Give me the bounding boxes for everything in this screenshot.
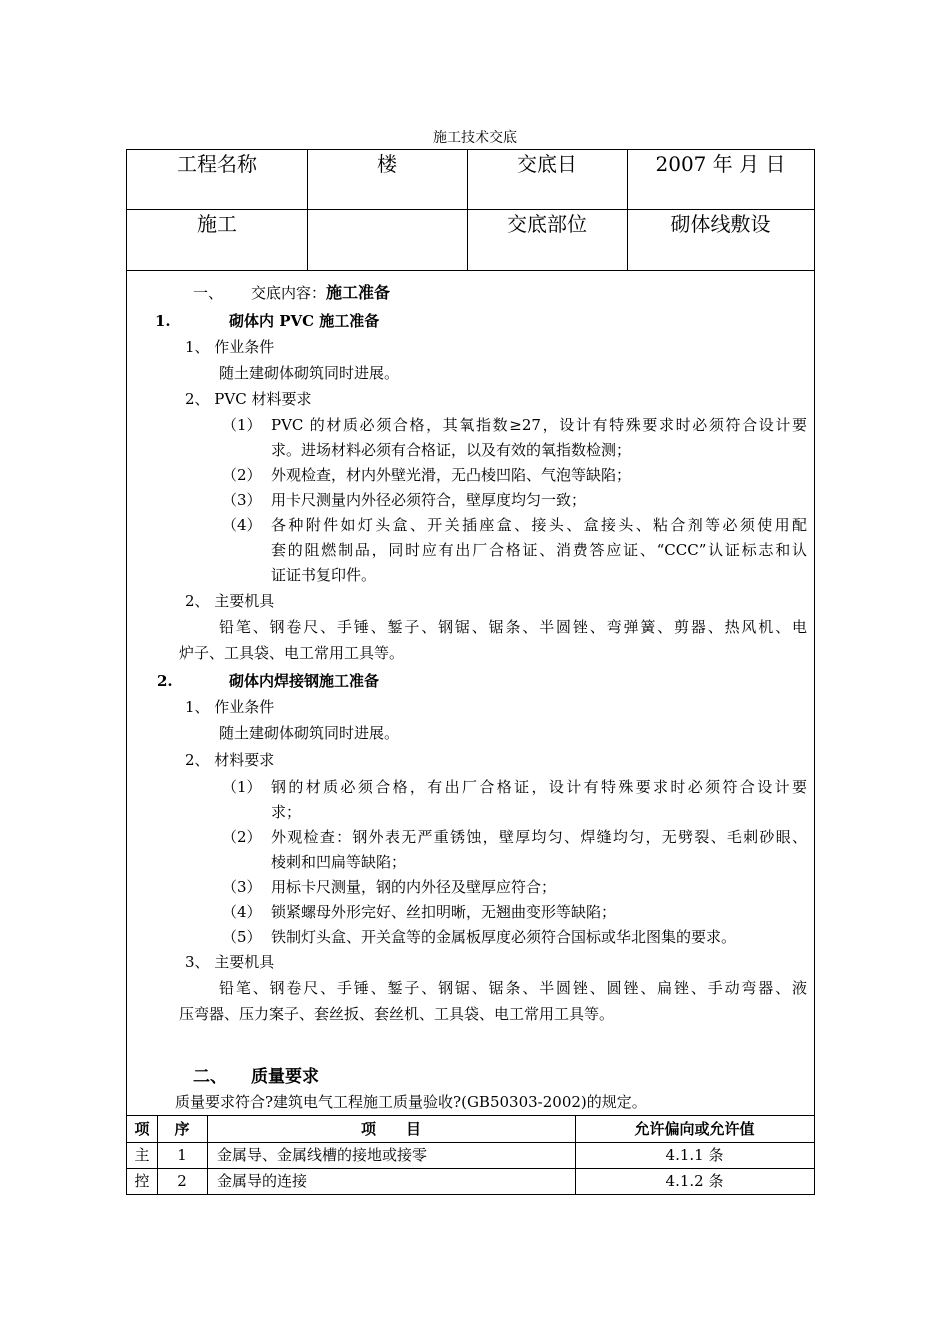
table-header-item: 项 目 — [360, 1120, 421, 1138]
part-value: 砌体线敷设 — [670, 212, 771, 236]
section1-number: 一、 — [193, 284, 224, 302]
handover-form — [126, 149, 815, 1195]
sub2-tools-line: 铅笔、钢卷尺、手锤、錾子、钢锯、锯条、半圆锉、圆锉、扁锉、手动弯器、液 — [219, 979, 807, 997]
sub2-item-line: 铁制灯头盒、开关盒等的金属板厚度必须符合国标或华北图集的要求。 — [271, 928, 737, 946]
sub2-item-line: 用标卡尺测量，钢的内外径及壁厚应符合； — [271, 878, 557, 896]
sub2-tools-line: 压弯器、压力案子、套丝扳、套丝机、工具袋、电工常用工具等。 — [179, 1005, 615, 1023]
sub1-material-label: 2、 PVC 材料要求 — [185, 390, 312, 408]
section2-title: 质量要求 — [251, 1067, 319, 1087]
sub1-condition-text: 随土建砌体砌筑同时进展。 — [219, 364, 400, 382]
table-cell-value: 4.1.2 条 — [665, 1172, 724, 1190]
sub2-item-number: （3） — [222, 878, 262, 896]
sub1-item-line: 用卡尺测量内外径必须符合，壁厚度均匀一致； — [271, 491, 587, 509]
sub1-item-number: （2） — [222, 466, 262, 484]
section1-heading — [251, 284, 390, 302]
sub2-material-label: 2、 材料要求 — [185, 751, 275, 769]
sub1-tools-label: 2、 主要机具 — [185, 592, 275, 610]
sub2-item-line: 钢的材质必须合格，有出厂合格证，设计有特殊要求时必须符合设计要 — [271, 778, 807, 796]
sub2-item-line: 求； — [271, 803, 302, 821]
sub1-item-line: 各种附件如灯头盒、开关插座盒、接头、盒接头、粘合剂等必须使用配 — [271, 516, 807, 534]
project-name-label: 工程名称 — [177, 152, 257, 176]
section1-title: 施工准备 — [326, 283, 391, 302]
sub2-item-line: 棱刺和凹扁等缺陷； — [271, 853, 407, 871]
table-header-seq: 序 — [174, 1120, 190, 1138]
sub1-item-line: 证证书复印件。 — [271, 566, 377, 584]
sub2-condition-label: 1、 作业条件 — [185, 698, 275, 716]
sub1-item-line: 外观检查，材内外壁光滑，无凸棱凹陷、气泡等缺陷； — [271, 466, 632, 484]
table-cell-seq: 1 — [177, 1146, 187, 1164]
section2-number: 二、 — [193, 1067, 227, 1087]
sub2-condition-text: 随土建砌体砌筑同时进展。 — [219, 724, 400, 742]
sub1-tools-line: 铅笔、钢卷尺、手锤、錾子、钢锯、锯条、半圆锉、弯弹簧、剪器、热风机、电 — [219, 618, 807, 636]
date-value: 2007 年 月 日 — [655, 152, 786, 176]
sub1-item-line: 套的阻燃制品，同时应有出厂合格证、消费答应证、“CCC”认证标志和认 — [271, 541, 807, 559]
sub2-item-number: （1） — [222, 778, 262, 796]
quality-requirement-text: 质量要求符合?建筑电气工程施工质量验收?(GB50303-2002)的规定。 — [175, 1093, 647, 1111]
table-header-category: 项 — [134, 1120, 150, 1138]
sub1-condition-label: 1、 作业条件 — [185, 338, 275, 356]
sub1-item-line: PVC 的材质必须合格，其氧指数≥27，设计有特殊要求时必须符合设计要 — [271, 416, 807, 434]
table-header-value: 允许偏向或允许值 — [634, 1120, 755, 1138]
sub2-item-line: 锁紧螺母外形完好、丝扣明晰，无翘曲变形等缺陷； — [271, 903, 617, 921]
sub1-item-number: （1） — [222, 416, 262, 434]
table-side-char: 控 — [134, 1172, 150, 1190]
sub2-item-line: 外观检查：钢外表无严重锈蚀，壁厚均匀、焊缝均匀，无劈裂、毛刺砂眼、 — [271, 828, 807, 846]
table-cell-item: 金属导、金属线槽的接地或接零 — [217, 1146, 428, 1164]
project-name-value: 楼 — [377, 152, 397, 176]
sub2-tools-label: 3、 主要机具 — [185, 953, 275, 971]
sub2-number: 2. — [157, 672, 173, 690]
sub1-number: 1. — [155, 312, 171, 330]
document-title: 施工技术交底 — [433, 130, 517, 146]
sub1-tools-line: 炉子、工具袋、电工常用工具等。 — [179, 644, 405, 662]
table-cell-seq: 2 — [177, 1172, 187, 1190]
sub1-item-line: 求。进场材料必须有合格证，以及有效的氧指数检测； — [271, 441, 632, 459]
sub2-item-number: （2） — [222, 828, 262, 846]
section1-prefix: 交底内容： — [251, 284, 327, 302]
table-cell-item: 金属导的连接 — [217, 1172, 308, 1190]
part-label: 交底部位 — [507, 212, 587, 236]
sub1-item-number: （4） — [222, 516, 262, 534]
sub2-item-number: （5） — [222, 928, 262, 946]
table-side-char: 主 — [134, 1146, 150, 1164]
sub1-item-number: （3） — [222, 491, 262, 509]
date-label: 交底日 — [517, 152, 577, 176]
sub1-title: 砌体内 PVC 施工准备 — [229, 312, 380, 330]
sub2-item-number: （4） — [222, 903, 262, 921]
construction-label: 施工 — [197, 212, 237, 236]
table-cell-value: 4.1.1 条 — [665, 1146, 724, 1164]
sub2-title: 砌体内焊接钢施工准备 — [229, 672, 380, 690]
